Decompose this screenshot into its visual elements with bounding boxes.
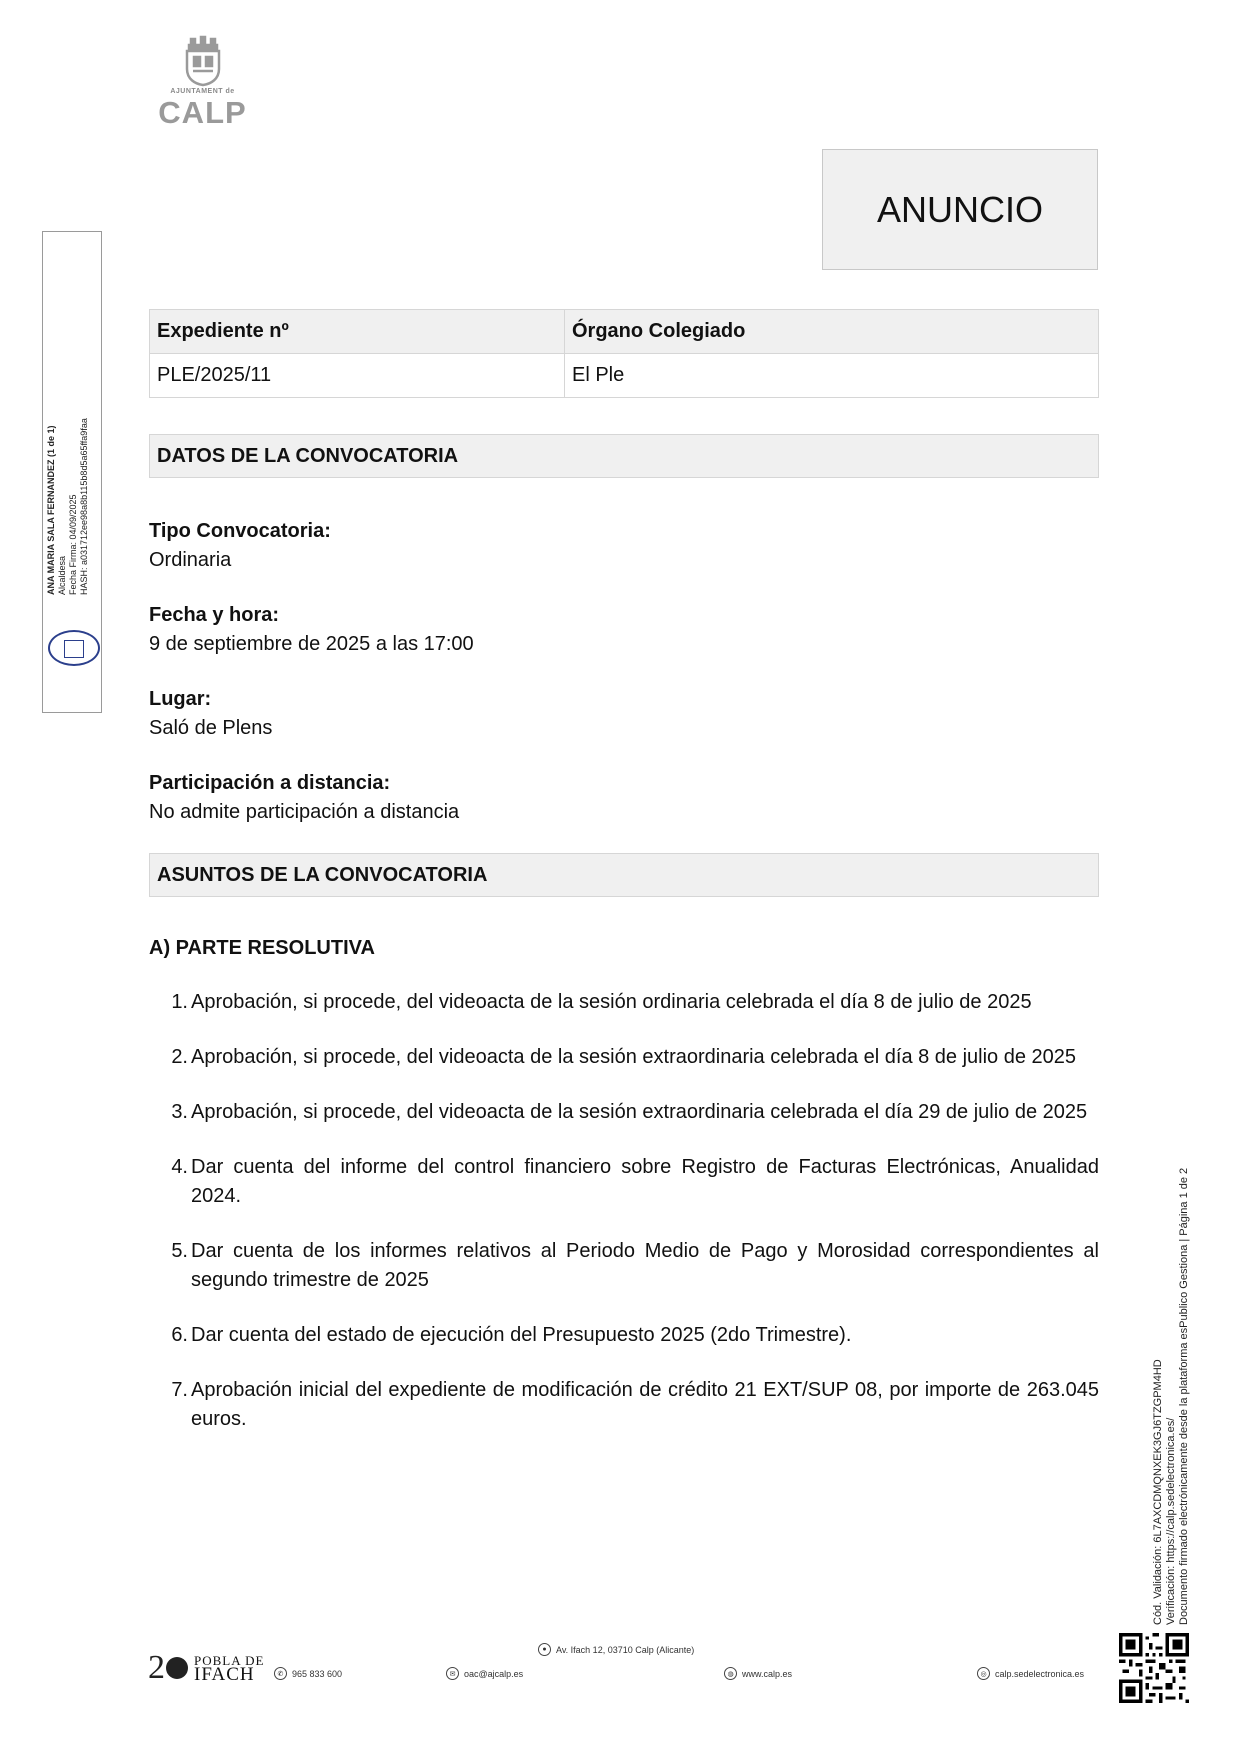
footer-address [538,1643,694,1656]
signer-name: ANA MARIA SALA FERNANDEZ (1 de 1) [46,425,56,595]
signature-date: Fecha Firma: 04/09/2025 [68,494,78,595]
list-item [149,1043,1099,1072]
agenda-list [149,988,1099,1460]
table-row [150,354,1099,398]
item-number: 3. [171,1101,188,1123]
item-text: Aprobación, si procede, del videoacta de la sesión extraordinaria celebrada el día 8 de julio de 2025 [191,1046,1077,1068]
item-number: 4. [171,1156,188,1178]
lugar-label: Lugar: [149,688,212,710]
signer-role: Alcaldesa [57,555,67,595]
validation-text [1152,1065,1191,1625]
brand-text [194,1653,265,1685]
verification-url: Verificación: https://calp.sedelectronica.es/ [1165,1417,1177,1625]
header-expediente: Expediente nº [150,310,565,354]
item-text: Dar cuenta del informe del control financiero sobre Registro de Facturas Electrónicas, Anualidad 2024. [191,1156,1099,1207]
fecha-label: Fecha y hora: [149,604,280,626]
tipo-value: Ordinaria [149,549,232,571]
email-text: oac@ajcalp.es [464,1668,524,1679]
item-number: 5. [171,1240,188,1262]
datos-section-header: DATOS DE LA CONVOCATORIA [149,434,1099,478]
item-number: 7. [171,1379,188,1401]
sede-text: calp.sedelectronica.es [995,1668,1085,1679]
footer-sede[interactable] [977,1667,1084,1680]
expediente-table [149,309,1099,398]
phone-icon: ✆ [274,1667,287,1680]
tipo-label: Tipo Convocatoria: [149,520,331,542]
document-signed-note: Documento firmado electrónicamente desde la plataforma esPublico Gestiona | Página 1 de 2 [1178,1167,1190,1625]
location-pin-icon: ● [538,1643,551,1656]
web-text: www.calp.es [742,1668,793,1679]
item-text: Dar cuenta de los informes relativos al Periodo Medio de Pago y Morosidad correspondientes al segundo trimestre de 2025 [191,1240,1099,1291]
item-text: Aprobación, si procede, del videoacta de la sesión ordinaria celebrada el día 8 de julio de 2025 [191,991,1032,1013]
list-item [149,1376,1099,1434]
phone-text: 965 833 600 [292,1668,343,1679]
validation-code: Cód. Validación: 6L7AXCDMQNXEK3GJ6TZGPM4HD [1152,1359,1164,1625]
item-number: 2. [171,1046,188,1068]
signature-text [46,175,90,595]
logo-subtitle: AJUNTAMENT de [170,88,235,95]
signature-hash: HASH: a031712ee98a8b115b8d5a65ffa9faa [79,418,89,595]
official-seal-icon [48,630,100,666]
list-item [149,1153,1099,1211]
coat-of-arms-icon [155,35,250,87]
address-text: Av. Ifach 12, 03710 Calp (Alicante) [556,1644,695,1655]
logo-title: CALP [158,95,247,130]
list-item [149,1098,1099,1127]
brand-zero-icon [166,1657,188,1679]
brand-number: 2 [148,1649,165,1686]
list-item [149,1321,1099,1350]
qr-code-icon [1119,1633,1189,1703]
parte-resolutiva-title: A) PARTE RESOLUTIVA [149,937,375,959]
participacion-label: Participación a distancia: [149,772,391,794]
globe-icon: ◍ [724,1667,737,1680]
item-number: 6. [171,1324,188,1346]
footer-web[interactable] [724,1667,792,1680]
brand-line1: POBLA DE [194,1653,265,1668]
item-text: Aprobación inicial del expediente de modificación de crédito 21 EXT/SUP 08, por importe de 263.045 euros. [191,1379,1099,1430]
list-item [149,988,1099,1017]
expediente-value: PLE/2025/11 [150,354,565,398]
list-item [149,1237,1099,1295]
lugar-value: Saló de Plens [149,717,273,739]
sede-icon: ◎ [977,1667,990,1680]
footer-email[interactable] [446,1667,523,1680]
asuntos-section-header: ASUNTOS DE LA CONVOCATORIA [149,853,1099,897]
item-text: Dar cuenta del estado de ejecución del Presupuesto 2025 (2do Trimestre). [191,1324,852,1346]
organo-value: El Ple [565,354,1099,398]
participacion-value: No admite participación a distancia [149,801,460,823]
calp-logo [155,35,250,130]
brand-line2: IFACH [194,1664,255,1685]
footer-phone [274,1667,342,1680]
pobla-de-ifach-brand [148,1648,264,1688]
item-number: 1. [171,991,188,1013]
mail-icon: ✉ [446,1667,459,1680]
fecha-value: 9 de septiembre de 2025 a las 17:00 [149,633,474,655]
table-header-row [150,310,1099,354]
item-text: Aprobación, si procede, del videoacta de la sesión extraordinaria celebrada el día 29 de julio de 2025 [191,1101,1088,1123]
document-title: ANUNCIO [822,149,1098,270]
header-organo: Órgano Colegiado [565,310,1099,354]
